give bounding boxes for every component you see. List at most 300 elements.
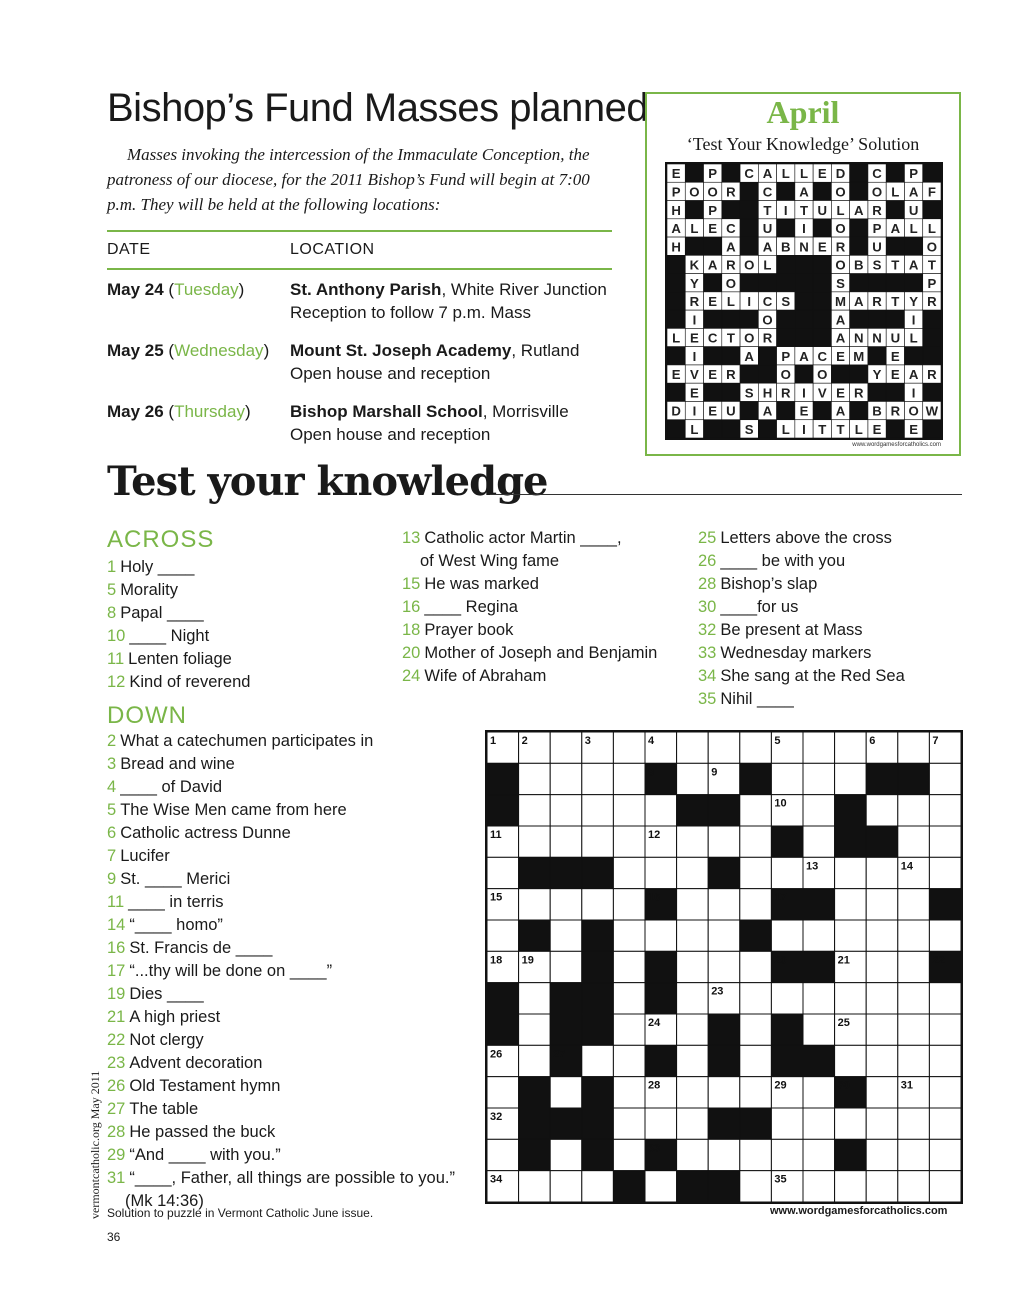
black-cell [777,274,795,292]
clue-number: 6 [107,824,117,842]
answer-cell[interactable] [740,1139,772,1170]
answer-cell[interactable] [898,826,930,857]
black-cell [904,347,922,365]
solution-letter: A [671,221,681,237]
solution-letter: E [909,421,918,437]
black-cell [758,365,776,383]
answer-cell[interactable] [898,795,930,826]
answer-cell[interactable] [803,826,835,857]
answer-cell[interactable] [771,920,803,951]
solution-letter: U [908,202,919,218]
answer-cell[interactable] [866,1171,898,1202]
answer-cell[interactable] [645,857,677,888]
answer-cell[interactable] [519,889,551,920]
solution-letter: A [908,184,919,200]
answer-cell[interactable] [519,795,551,826]
black-cell [722,164,740,182]
answer-cell[interactable] [487,857,519,888]
across-clues-col2 [402,527,657,688]
solution-letter: E [708,367,718,383]
answer-cell[interactable] [677,983,709,1014]
black-cell [866,763,898,794]
answer-cell[interactable] [898,732,930,763]
solution-letter: L [781,166,790,182]
solution-letter: R [890,403,901,419]
solution-letter: R [927,294,937,310]
answer-cell[interactable] [487,1139,519,1170]
answer-cell[interactable] [708,951,740,982]
answer-cell[interactable] [550,1077,582,1108]
solution-letter: I [802,221,806,237]
answer-cell[interactable] [519,1171,551,1202]
clue-number: 8 [107,604,117,622]
solution-grid [665,162,943,440]
black-cell [886,274,904,292]
answer-cell[interactable] [677,1139,709,1170]
answer-cell[interactable] [708,889,740,920]
answer-cell[interactable] [740,857,772,888]
solution-letter: U [726,403,736,419]
schedule-location [290,400,569,453]
answer-cell[interactable] [613,1108,645,1139]
solution-letter: U [872,239,882,255]
answer-cell[interactable] [898,920,930,951]
solution-letter: O [725,275,737,291]
answer-cell[interactable] [835,889,867,920]
down-heading: DOWN [107,702,187,729]
clue [698,596,905,619]
solution-letter: T [799,202,809,218]
answer-cell[interactable] [708,920,740,951]
solution-letter: P [781,348,791,364]
answer-cell[interactable] [835,1171,867,1202]
schedule-row [107,278,612,331]
solution-letter: R [872,294,882,310]
solution-letter: C [762,294,773,310]
answer-cell[interactable] [613,889,645,920]
solution-letter: U [817,202,828,218]
solution-letter: L [763,257,772,273]
answer-cell[interactable] [645,920,677,951]
solution-letter: N [854,330,864,346]
clue [402,596,657,619]
clue-text: Lucifer [120,847,170,865]
solution-letter: O [780,367,791,383]
answer-cell[interactable] [740,826,772,857]
answer-cell[interactable] [550,920,582,951]
answer-cell[interactable] [613,857,645,888]
answer-cell[interactable] [519,1014,551,1045]
answer-cell[interactable] [550,763,582,794]
answer-cell[interactable] [677,951,709,982]
solution-letter: A [799,184,809,200]
solution-letter: S [872,257,882,273]
answer-cell[interactable] [613,920,645,951]
answer-cell[interactable] [771,763,803,794]
cell-number: 16 [648,891,661,904]
solution-letter: E [708,403,718,419]
clue-number: 16 [402,598,421,616]
cell-number: 35 [774,1173,787,1186]
answer-cell[interactable] [708,732,740,763]
solution-letter: A [762,239,773,255]
cell-number: 25 [837,1017,850,1029]
answer-cell[interactable] [519,826,551,857]
answer-cell[interactable] [677,732,709,763]
cell-number: 24 [648,1017,661,1029]
solution-letter: O [817,367,828,383]
answer-cell[interactable] [613,1045,645,1076]
answer-cell[interactable] [866,951,898,982]
cell-number: 2 [521,735,528,747]
answer-cell[interactable] [677,857,709,888]
answer-cell[interactable] [835,857,867,888]
black-cell [795,292,813,310]
solution-letter: R [835,239,846,255]
answer-cell[interactable] [613,1014,645,1045]
answer-cell[interactable] [677,1014,709,1045]
answer-cell[interactable] [677,1108,709,1139]
schedule-location [290,339,579,392]
answer-cell[interactable] [677,920,709,951]
solution-letter: H [762,385,773,401]
cell-number: 29 [774,1079,787,1092]
answer-cell[interactable] [866,1014,898,1045]
clue [107,799,455,822]
black-cell [708,1171,740,1202]
answer-cell[interactable] [898,1014,930,1045]
black-cell [850,401,868,419]
clue-text: Lenten foliage [128,650,232,668]
answer-cell[interactable] [866,1108,898,1139]
answer-cell[interactable] [803,1077,835,1108]
answer-cell[interactable] [677,763,709,794]
answer-cell[interactable] [550,889,582,920]
black-cell [758,274,776,292]
solution-letter: E [671,166,681,182]
clue-number: 11 [107,893,125,911]
answer-cell[interactable] [740,1014,772,1045]
clue [107,625,250,648]
answer-cell[interactable] [550,795,582,826]
schedule-row [107,339,612,392]
answer-cell[interactable] [898,1139,930,1170]
answer-cell[interactable] [929,826,961,857]
cell-number: 4 [648,735,655,747]
schedule-date: May 26 (Thursday) [107,402,251,421]
answer-cell[interactable] [582,1171,614,1202]
answer-cell[interactable] [740,732,772,763]
clue-text: St. Francis de ____ [129,939,273,957]
solution-letter: O [908,403,919,419]
black-cell [835,795,867,826]
answer-cell[interactable] [898,889,930,920]
answer-cell[interactable] [771,1139,803,1170]
answer-cell[interactable] [866,889,898,920]
black-cell [777,219,795,237]
answer-cell[interactable] [740,983,772,1014]
answer-cell[interactable] [645,795,677,826]
clue [698,527,905,550]
answer-cell[interactable] [835,983,867,1014]
cell-number: 3 [584,735,591,747]
answer-cell[interactable] [898,1171,930,1202]
answer-cell[interactable] [866,920,898,951]
clue-number: 1 [107,558,117,576]
clue [402,665,657,688]
answer-cell[interactable] [803,1108,835,1139]
clue [107,1052,455,1075]
down-clues [107,730,455,1213]
clue-text: Not clergy [129,1031,204,1049]
solution-letter: O [762,312,773,328]
crossword-grid[interactable] [485,730,963,1204]
solution-letter: E [817,166,827,182]
clue-number: 24 [402,667,421,685]
answer-cell[interactable] [582,826,614,857]
solution-letter: R [726,184,736,200]
black-cell [850,182,868,200]
answer-cell[interactable] [929,1014,961,1045]
answer-cell[interactable] [803,1139,835,1170]
cell-number: 13 [806,860,819,873]
answer-cell[interactable] [550,951,582,982]
answer-cell[interactable] [550,1171,582,1202]
black-cell [923,310,941,328]
answer-cell[interactable] [740,1171,772,1202]
solution-letter: T [836,421,845,437]
solution-letter: I [802,385,806,401]
answer-cell[interactable] [929,1139,961,1170]
answer-cell[interactable] [550,732,582,763]
black-cell [740,182,758,200]
black-cell [831,365,849,383]
clue-text: She sang at the Red Sea [720,667,905,685]
answer-cell[interactable] [866,1139,898,1170]
black-cell [813,401,831,419]
black-cell [667,383,685,401]
black-cell [667,292,685,310]
black-cell [704,420,722,438]
cell-number: 26 [490,1048,503,1061]
answer-cell[interactable] [677,889,709,920]
answer-cell[interactable] [929,795,961,826]
answer-cell[interactable] [677,826,709,857]
fund-title: Bishop’s Fund Masses planned [107,86,649,130]
solution-letter: H [671,239,681,255]
black-cell [904,237,922,255]
answer-cell[interactable] [803,795,835,826]
black-cell [519,1077,551,1108]
black-cell [813,310,831,328]
answer-cell[interactable] [708,1077,740,1108]
answer-cell[interactable] [866,1045,898,1076]
answer-cell[interactable] [803,920,835,951]
answer-cell[interactable] [677,1045,709,1076]
answer-cell[interactable] [929,1171,961,1202]
clue-text: Dies ____ [129,985,204,1003]
clue-number: 5 [107,581,117,599]
answer-cell[interactable] [645,1171,677,1202]
black-cell [582,1108,614,1139]
answer-cell[interactable] [835,763,867,794]
answer-cell[interactable] [866,1077,898,1108]
answer-cell[interactable] [677,1077,709,1108]
solution-letter: E [708,294,718,310]
solution-letter: L [836,202,845,218]
black-cell [777,255,795,273]
black-cell [708,857,740,888]
solution-letter: R [780,385,791,401]
answer-cell[interactable] [613,763,645,794]
solution-letter: L [891,184,900,200]
black-cell [740,920,772,951]
answer-cell[interactable] [708,826,740,857]
cell-number: 17 [774,891,787,904]
answer-cell[interactable] [929,857,961,888]
answer-cell[interactable] [613,795,645,826]
answer-cell[interactable] [771,1108,803,1139]
answer-cell[interactable] [519,1045,551,1076]
place-town: , Rutland [511,341,580,360]
answer-cell[interactable] [487,920,519,951]
clue [107,1167,455,1190]
clue [698,573,905,596]
answer-cell[interactable] [582,795,614,826]
clue-number: 11 [107,650,125,668]
answer-cell[interactable] [708,1139,740,1170]
black-cell [771,1045,803,1076]
black-cell [850,219,868,237]
answer-cell[interactable] [740,951,772,982]
answer-cell[interactable] [613,951,645,982]
black-cell [777,310,795,328]
clue-number: 32 [698,621,717,639]
black-cell [803,889,835,920]
answer-cell[interactable] [929,1077,961,1108]
answer-cell[interactable] [835,732,867,763]
solution-letter: T [818,421,827,437]
solution-letter: B [780,239,791,255]
cell-number: 34 [490,1173,503,1186]
black-cell [923,201,941,219]
answer-cell[interactable] [582,1045,614,1076]
answer-cell[interactable] [929,1045,961,1076]
answer-cell[interactable] [929,1108,961,1139]
black-cell [740,201,758,219]
solution-letter: E [690,330,699,346]
black-cell [795,365,813,383]
answer-cell[interactable] [929,763,961,794]
clue-text: Holy ____ [120,558,195,576]
black-cell [886,420,904,438]
answer-cell[interactable] [835,1045,867,1076]
answer-cell[interactable] [550,826,582,857]
answer-cell[interactable] [866,983,898,1014]
cell-number: 30 [837,1079,850,1092]
answer-cell[interactable] [613,983,645,1014]
solution-letter: S [744,421,754,437]
cell-number: 8 [648,766,655,779]
black-cell [904,274,922,292]
answer-cell[interactable] [771,983,803,1014]
across-clues-col3 [698,527,905,711]
clue-text: “____ homo” [129,916,223,934]
answer-cell[interactable] [835,1108,867,1139]
answer-cell[interactable] [803,1171,835,1202]
solution-letter: O [707,184,718,200]
solution-url: www.wordgamesforcatholics.com [852,442,941,448]
answer-cell[interactable] [487,1077,519,1108]
answer-cell[interactable] [519,763,551,794]
answer-cell[interactable] [550,1139,582,1170]
black-cell [813,182,831,200]
answer-cell[interactable] [771,857,803,888]
black-cell [777,401,795,419]
black-cell [868,347,886,365]
black-cell [722,347,740,365]
black-cell [645,983,677,1014]
solution-letter: A [835,403,846,419]
answer-cell[interactable] [866,795,898,826]
answer-cell[interactable] [898,983,930,1014]
answer-cell[interactable] [803,1014,835,1045]
black-cell [667,420,685,438]
answer-cell[interactable] [740,889,772,920]
black-cell [850,164,868,182]
black-cell [487,795,519,826]
answer-cell[interactable] [929,983,961,1014]
location-header: LOCATION [290,241,375,258]
answer-cell[interactable] [613,1139,645,1170]
answer-cell[interactable] [613,1077,645,1108]
answer-cell[interactable] [898,951,930,982]
solution-letter: O [926,239,937,255]
schedule-date: May 24 (Tuesday) [107,280,245,299]
answer-cell[interactable] [582,763,614,794]
black-cell [487,983,519,1014]
answer-cell[interactable] [866,857,898,888]
clue-text: Kind of reverend [129,673,251,691]
answer-cell[interactable] [835,920,867,951]
solution-letter: R [726,367,736,383]
answer-cell[interactable] [929,920,961,951]
answer-cell[interactable] [645,1108,677,1139]
answer-cell[interactable] [740,795,772,826]
answer-cell[interactable] [613,732,645,763]
clue-number: 20 [402,644,421,662]
solution-letter: R [726,257,736,273]
black-cell [795,310,813,328]
answer-cell[interactable] [613,826,645,857]
answer-cell[interactable] [519,983,551,1014]
answer-cell[interactable] [582,889,614,920]
date-text: May 26 [107,402,164,421]
answer-cell[interactable] [898,1108,930,1139]
answer-cell[interactable] [740,1077,772,1108]
black-cell [923,328,941,346]
answer-cell[interactable] [803,983,835,1014]
schedule-row [107,400,612,453]
answer-cell[interactable] [803,732,835,763]
answer-cell[interactable] [803,763,835,794]
cell-number: 23 [711,985,724,998]
answer-cell[interactable] [740,1045,772,1076]
clue [402,550,657,573]
place-name: Mount St. Joseph Academy [290,341,512,360]
answer-cell[interactable] [898,1045,930,1076]
schedule-location [290,278,607,331]
